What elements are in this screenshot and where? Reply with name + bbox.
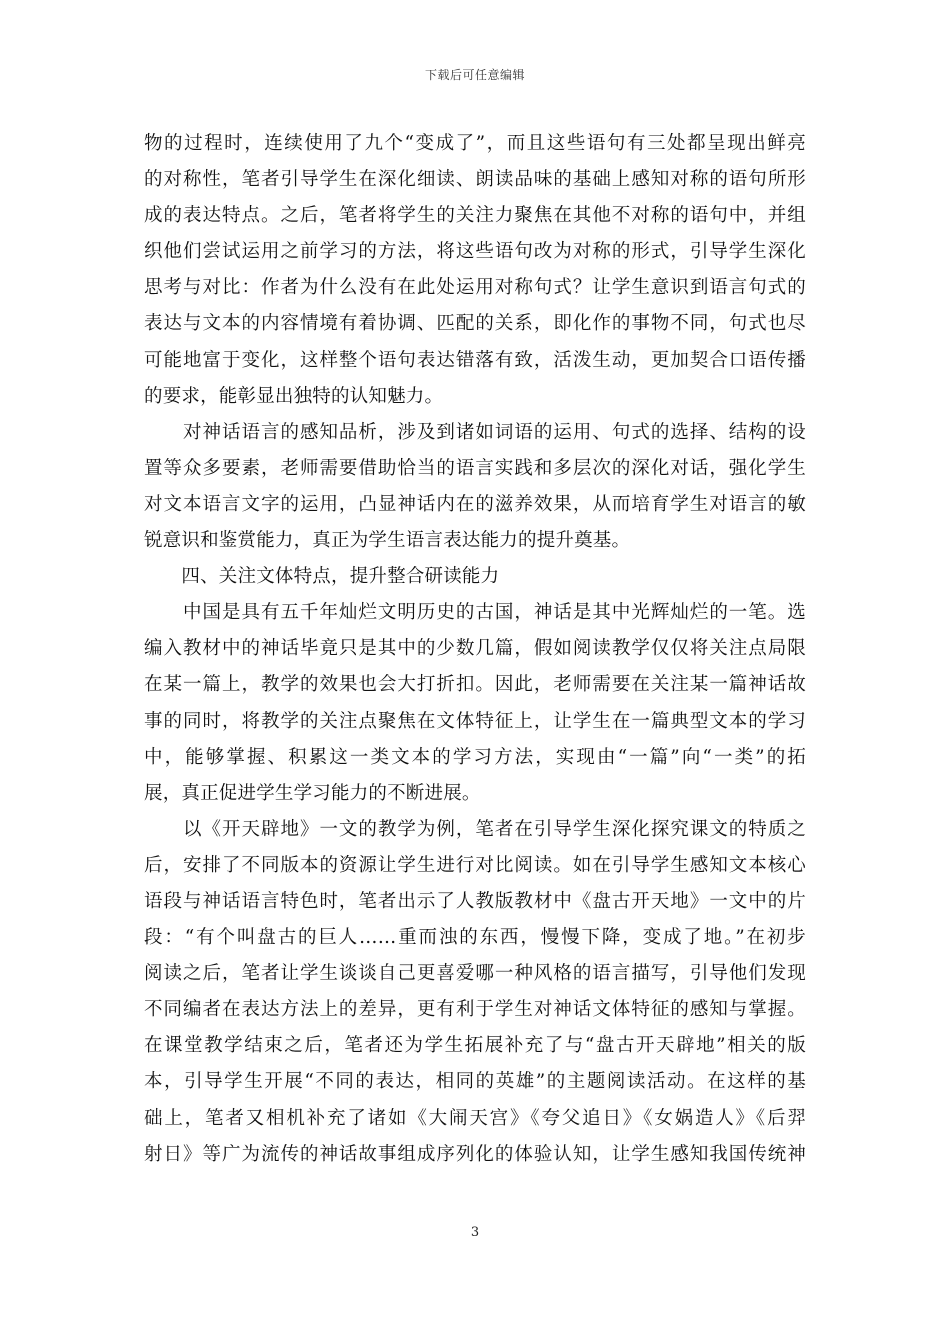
text-line: 语段与神话语言特色时，笔者出示了人教版教材中《盘古开天地》一文中的片 <box>144 890 806 912</box>
text-line: 对神话语言的感知品析，涉及到诸如词语的运用、句式的选择、结构的设 <box>144 421 806 443</box>
text-line: 思考与对比：作者为什么没有在此处运用对称句式？让学生意识到语言句式的 <box>144 277 806 299</box>
text-line: 物的过程时，连续使用了九个“变成了”，而且这些语句有三处都呈现出鲜亮 <box>144 133 806 154</box>
text-line: 展，真正促进学生学习能力的不断进展。 <box>144 782 481 804</box>
text-line: 的对称性，笔者引导学生在深化细读、朗读品味的基础上感知对称的语句所形 <box>144 169 806 191</box>
text-line: 置等众多要素，老师需要借助恰当的语言实践和多层次的深化对话，强化学生 <box>144 457 806 479</box>
text-line: 事的同时，将教学的关注点聚焦在文体特征上，让学生在一篇典型文本的学习 <box>144 710 806 732</box>
text-line: 段：“有个叫盘古的巨人……重而浊的东西，慢慢下降，变成了地。”在初步 <box>144 927 806 949</box>
text-line: 不同编者在表达方法上的差异，更有利于学生对神话文体特征的感知与掌握。 <box>144 999 806 1021</box>
text-line: 中，能够掌握、积累这一类文本的学习方法，实现由“一篇”向“一类”的拓 <box>144 746 806 768</box>
text-line: 可能地富于变化，这样整个语句表达错落有致，活泼生动，更加契合口语传播 <box>144 349 806 371</box>
text-line: 表达与文本的内容情境有着协调、匹配的关系，即化作的事物不同，句式也尽 <box>144 313 806 335</box>
text-line: 在某一篇上，教学的效果也会大打折扣。因此，老师需要在关注某一篇神话故 <box>144 674 806 696</box>
text-line: 以《开天辟地》一文的教学为例，笔者在引导学生深化探究课文的特质之 <box>144 818 806 840</box>
text-line: 阅读之后，笔者让学生谈谈自己更喜爱哪一种风格的语言描写，引导他们发现 <box>144 963 806 985</box>
text-line: 的要求，能彰显出独特的认知魅力。 <box>144 385 444 407</box>
text-line: 对文本语言文字的运用，凸显神话内在的滋养效果，从而培育学生对语言的敏 <box>144 493 806 515</box>
text-line: 射日》等广为流传的神话故事组成序列化的体验认知，让学生感知我国传统神 <box>144 1143 806 1165</box>
body-text <box>144 126 806 1173</box>
text-line: 锐意识和鉴赏能力，真正为学生语言表达能力的提升奠基。 <box>144 530 631 552</box>
text-line: 织他们尝试运用之前学习的方法，将这些语句改为对称的形式，引导学生深化 <box>144 241 806 263</box>
text-line: 中国是具有五千年灿烂文明历史的古国，神话是其中光辉灿烂的一笔。选 <box>144 602 806 624</box>
text-line: 成的表达特点。之后，笔者将学生的关注力聚焦在其他不对称的语句中，并组 <box>144 205 806 227</box>
text-line: 础上，笔者又相机补充了诸如《大闹天宫》《夸父追日》《女娲造人》《后羿 <box>144 1107 806 1129</box>
text-line: 编入教材中的神话毕竟只是其中的少数几篇，假如阅读教学仅仅将关注点局限 <box>144 638 806 660</box>
text-line: 后，安排了不同版本的资源让学生进行对比阅读。如在引导学生感知文本核心 <box>144 854 806 876</box>
text-line: 本，引导学生开展“不同的表达，相同的英雄”的主题阅读活动。在这样的基 <box>144 1071 806 1093</box>
page-header: 下载后可任意编辑 <box>424 68 525 82</box>
text-line: 在课堂教学结束之后，笔者还为学生拓展补充了与“盘古开天辟地”相关的版 <box>144 1035 806 1057</box>
text-line: 四、关注文体特点，提升整合研读能力 <box>144 566 500 588</box>
page-number: 3 <box>470 1225 480 1240</box>
